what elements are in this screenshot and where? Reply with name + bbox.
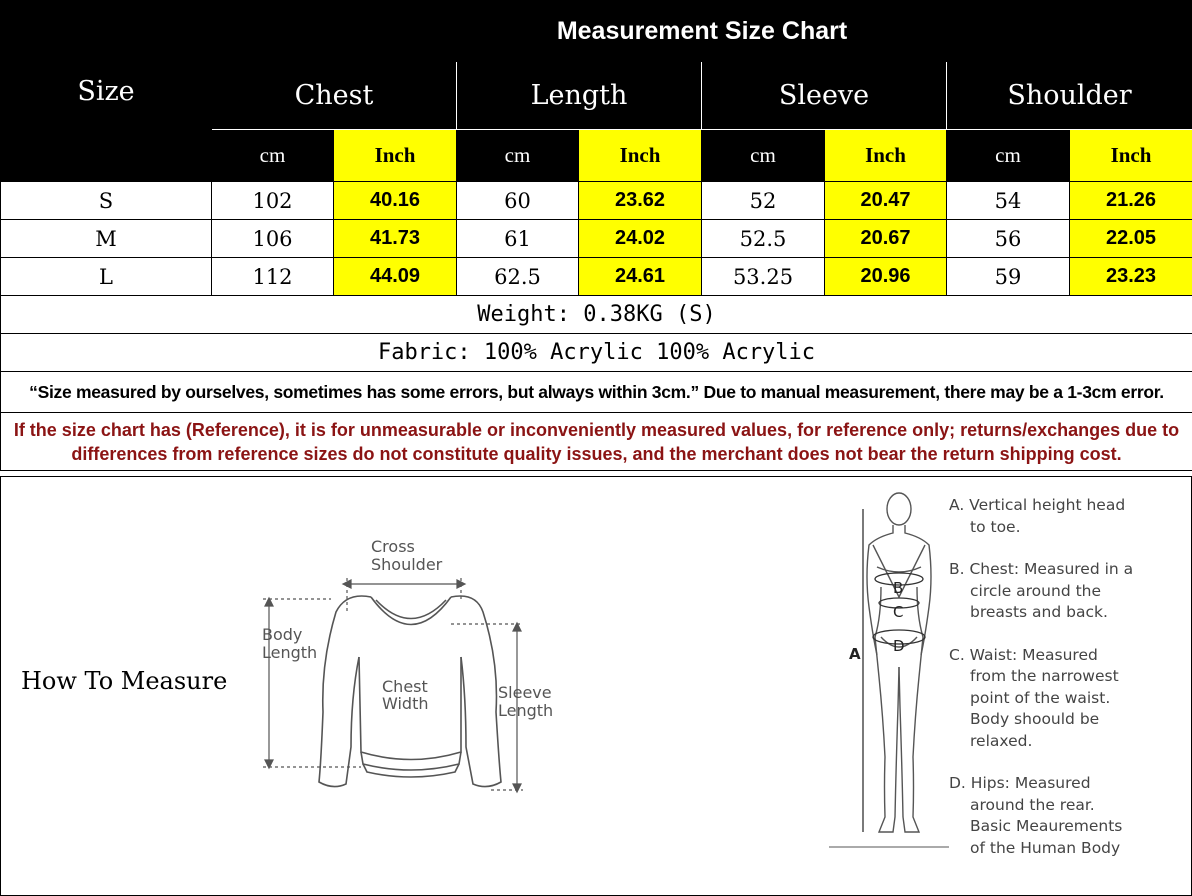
measurement-note: “Size measured by ourselves, sometimes has some errors, but always within 3cm.” Due to manual measurement, there may be a 1-3cm error. (1, 372, 1192, 413)
size-label: S (1, 182, 212, 220)
body-length-label: Length (262, 643, 318, 662)
cross-shoulder-label: Cross (371, 537, 415, 556)
chest-width-label: Chest (382, 677, 428, 696)
legend-text: relaxed. (970, 731, 1033, 750)
weight-row: Weight: 0.38KG (S) (1, 296, 1192, 334)
group-length: Length (457, 62, 702, 130)
measurement-legend (949, 495, 1149, 880)
legend-text: of the Human Body (970, 838, 1121, 857)
value-cell: 59 (947, 258, 1070, 296)
size-header: Size (1, 1, 212, 182)
value-cell: 61 (457, 220, 579, 258)
legend-text: to toe. (970, 517, 1021, 536)
unit-cm: cm (212, 130, 334, 182)
legend-text: Body shoould be (970, 710, 1100, 728)
value-cell: 62.5 (457, 258, 579, 296)
value-cell: 23.62 (579, 182, 702, 220)
body-diagram (829, 487, 949, 862)
unit-inch: Inch (334, 130, 457, 182)
legend-text: B. Chest: Measured in a (949, 560, 1134, 578)
legend-item-b (949, 559, 1149, 624)
unit-inch: Inch (1070, 130, 1192, 182)
legend-text: circle around the (970, 581, 1102, 600)
value-cell: 52 (702, 182, 825, 220)
table-row (1, 258, 1192, 296)
value-cell: 41.73 (334, 220, 457, 258)
how-to-measure-panel (0, 476, 1192, 896)
how-to-measure-label: How To Measure (21, 667, 228, 695)
fabric-row: Fabric: 100% Acrylic 100% Acrylic (1, 334, 1192, 372)
value-cell: 20.47 (825, 182, 947, 220)
legend-text: point of the waist. (970, 688, 1111, 707)
unit-cm: cm (457, 130, 579, 182)
value-cell: 20.67 (825, 220, 947, 258)
unit-inch: Inch (579, 130, 702, 182)
legend-item-c (949, 645, 1149, 753)
value-cell: 20.96 (825, 258, 947, 296)
body-outline (867, 493, 931, 832)
marker-b: B (893, 579, 904, 597)
table-row (1, 220, 1192, 258)
size-label: L (1, 258, 212, 296)
value-cell: 21.26 (1070, 182, 1192, 220)
value-cell: 60 (457, 182, 579, 220)
unit-cm: cm (702, 130, 825, 182)
cross-shoulder-label: Shoulder (371, 555, 443, 574)
body-length-label: Body (262, 625, 303, 644)
value-cell: 112 (212, 258, 334, 296)
value-cell: 54 (947, 182, 1070, 220)
group-shoulder: Shoulder (947, 62, 1192, 130)
legend-text: around the rear. (970, 795, 1095, 814)
value-cell: 102 (212, 182, 334, 220)
sweater-diagram (251, 532, 571, 802)
legend-text: Basic Meaurements (970, 817, 1123, 835)
value-cell: 23.23 (1070, 258, 1192, 296)
group-chest: Chest (212, 62, 457, 130)
marker-c: C (893, 603, 904, 621)
chest-width-label: Width (382, 694, 429, 713)
value-cell: 24.02 (579, 220, 702, 258)
value-cell: 56 (947, 220, 1070, 258)
sleeve-length-label: Length (498, 701, 554, 720)
legend-item-a (949, 495, 1149, 538)
marker-d: D (893, 637, 905, 655)
table-row (1, 182, 1192, 220)
value-cell: 24.61 (579, 258, 702, 296)
reference-note: If the size chart has (Reference), it is for unmeasurable or inconveniently measured values, for reference only; returns/exchanges due to differences from reference sizes do not constitute quality issues, and the merchant does not bear the return shipping cost. (1, 413, 1192, 471)
legend-item-d (949, 773, 1149, 859)
measure-rings (863, 509, 925, 832)
size-label: M (1, 220, 212, 258)
value-cell: 40.16 (334, 182, 457, 220)
legend-text: breasts and back. (970, 603, 1108, 621)
legend-text: C. Waist: Measured (949, 645, 1098, 664)
unit-inch: Inch (825, 130, 947, 182)
value-cell: 106 (212, 220, 334, 258)
legend-text: A. Vertical height head (949, 496, 1126, 514)
chart-title: Measurement Size Chart (212, 1, 1192, 62)
value-cell: 52.5 (702, 220, 825, 258)
legend-text: D. Hips: Measured (949, 774, 1091, 792)
value-cell: 53.25 (702, 258, 825, 296)
legend-text: from the narrowest (970, 667, 1119, 685)
value-cell: 22.05 (1070, 220, 1192, 258)
group-sleeve: Sleeve (702, 62, 947, 130)
unit-cm: cm (947, 130, 1070, 182)
sleeve-length-label: Sleeve (498, 683, 552, 702)
marker-a: A (849, 645, 861, 663)
value-cell: 44.09 (334, 258, 457, 296)
